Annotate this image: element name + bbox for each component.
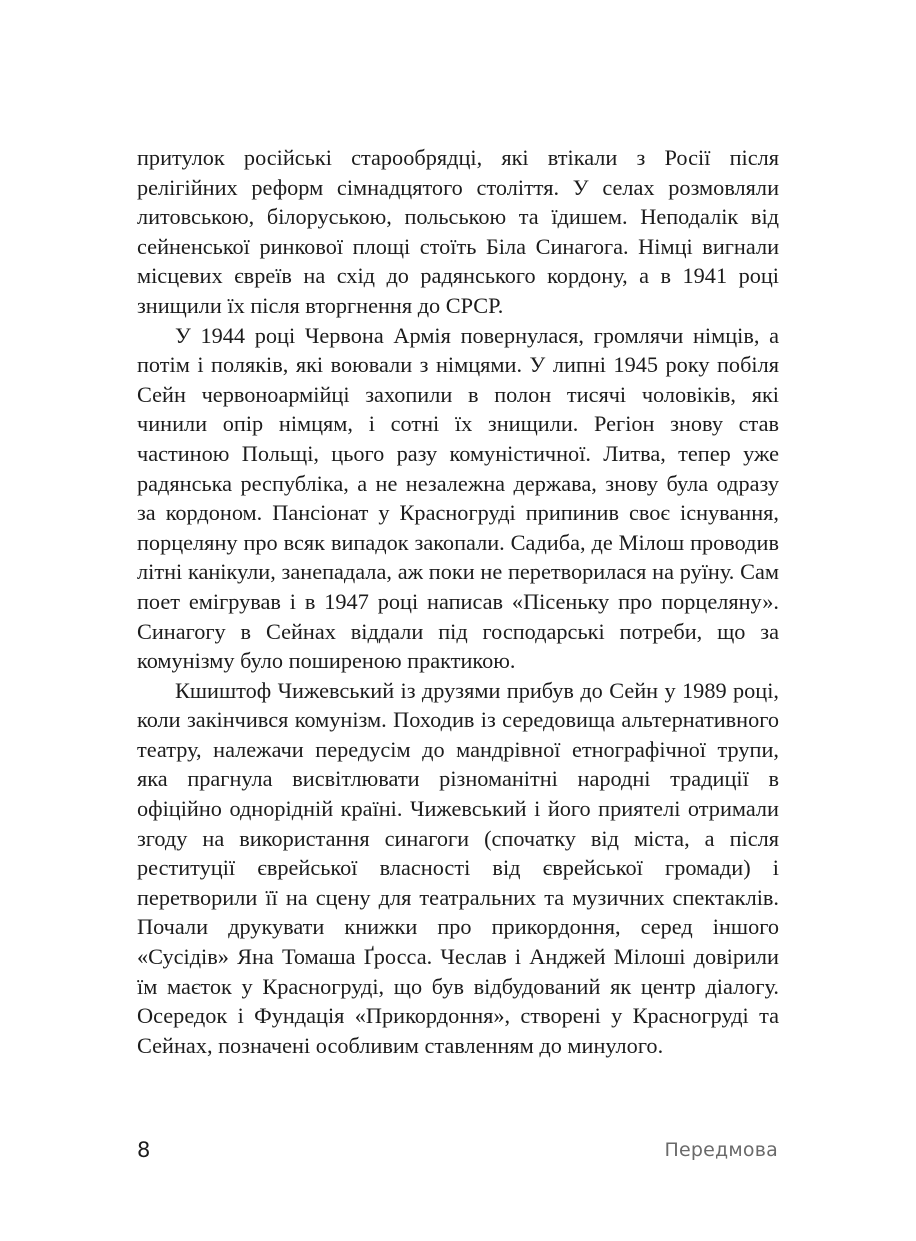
body-text	[137, 143, 779, 1060]
page-number: 8	[137, 1138, 151, 1162]
paragraph-1: притулок російські старообрядці, які втікали з Росії після релігійних реформ сімнадцятого століття. У селах розмовляли литовською, білоруською, польською та їдишем. Неподалік від сейненської ринкової площі стоїть Біла Синагога. Німці вигнали місцевих євреїв на схід до радянського кордону, а в 1941 році знищили їх після вторгнення до СРСР.	[137, 145, 779, 318]
running-footer-title: Передмова	[664, 1139, 778, 1161]
paragraph-2: У 1944 році Червона Армія повернулася, громлячи німців, а потім і поляків, які воювали з німцями. У липні 1945 року побіля Сейн червоноармійці захопили в полон тисячі чоловіків, які чинили опір німцям, і сотні їх знищили. Регіон знову став частиною Польщі, цього разу комуністичної. Литва, тепер уже радянська республіка, а не незалежна держава, знову була одразу за кордоном. Пансіонат у Красногруді припинив своє існування, порцеляну про всяк випадок закопали. Садиба, де Мілош проводив літні канікули, занепадала, аж поки не перетворилася на руїну. Сам поет емігрував і в 1947 році написав «Пісеньку про порцеляну». Синагогу в Сейнах віддали під господарські потреби, що за комунізму було поширеною практикою.	[137, 322, 779, 674]
paragraph-3: Кшиштоф Чижевський із друзями прибув до Сейн у 1989 році, коли закінчився комунізм. Походив із середовища альтернативного театру, належачи передусім до мандрівної етнографічної трупи, яка прагнула висвітлювати різноманітні народні традиції в офіційно однорідній країні. Чижевський і його приятелі отримали згоду на використання синагоги (спочатку від міста, а після реституції єврейської власності від єврейської громади) і перетворили її на сцену для театральних та музичних спектаклів. Почали друкувати книжки про прикордоння, серед іншого «Сусідів» Яна Томаша Ґросса. Чеслав і Анджей Мілоші довірили їм маєток у Красногруді, що був відбудований як центр діалогу. Осередок і Фундація «Прикордоння», створені у Красногруді та Сейнах, позначені особливим ставленням до минулого.	[137, 677, 779, 1058]
